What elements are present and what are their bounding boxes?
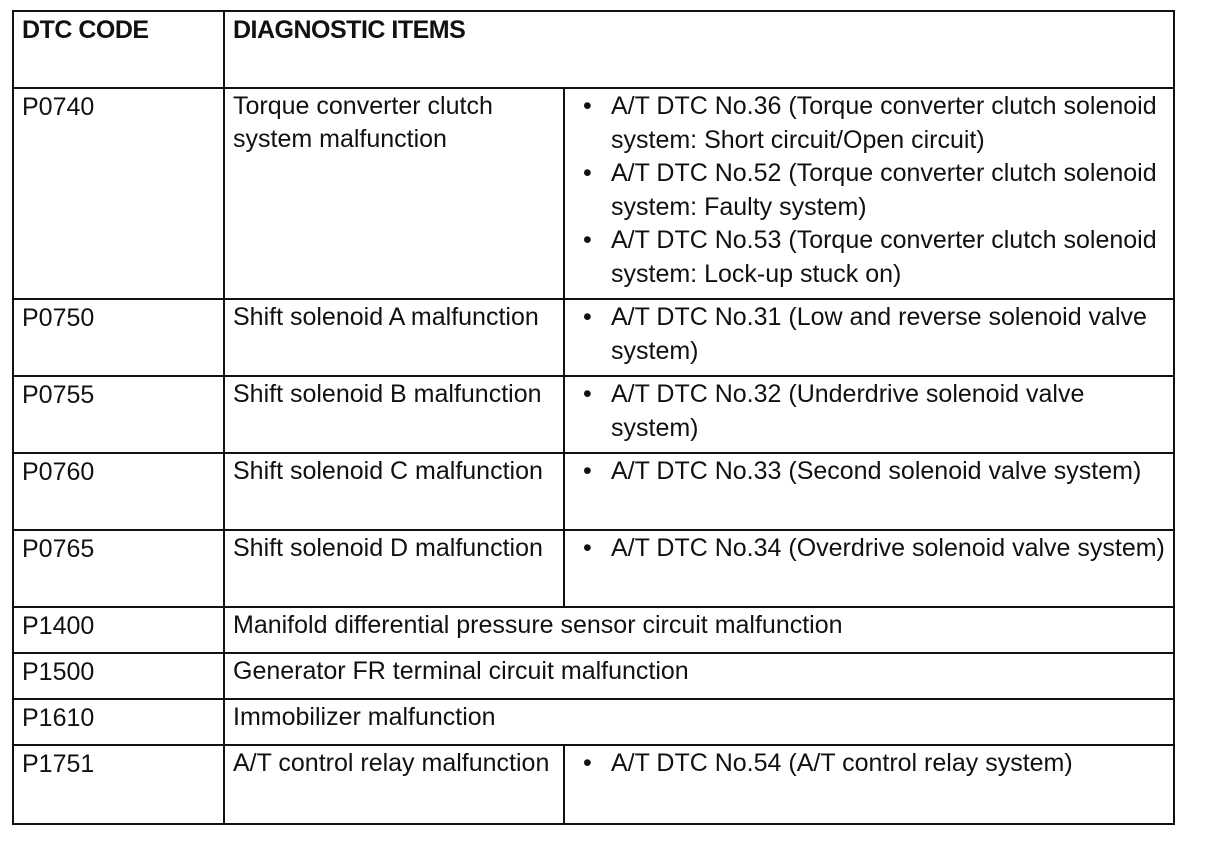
dtc-description: A/T control relay malfunction bbox=[224, 745, 564, 824]
detail-list bbox=[565, 300, 1173, 368]
dtc-code: P0740 bbox=[13, 88, 224, 299]
detail-cell bbox=[564, 453, 1174, 530]
detail-item: • A/T DTC No.34 (Overdrive solenoid valve system) bbox=[581, 532, 1173, 566]
detail-cell bbox=[564, 376, 1174, 453]
dtc-code: P1751 bbox=[13, 745, 224, 824]
detail-item: • A/T DTC No.52 (Torque converter clutch solenoid system: Faulty system) bbox=[581, 157, 1173, 224]
header-diagnostic-items: DIAGNOSTIC ITEMS bbox=[224, 11, 1174, 88]
header-row bbox=[13, 11, 1174, 88]
table-row bbox=[13, 88, 1174, 299]
table-row bbox=[13, 299, 1174, 376]
detail-cell bbox=[564, 745, 1174, 824]
dtc-code: P0750 bbox=[13, 299, 224, 376]
detail-item: • A/T DTC No.36 (Torque converter clutch solenoid system: Short circuit/Open circuit) bbox=[581, 90, 1173, 157]
dtc-description: Generator FR terminal circuit malfunction bbox=[224, 653, 1174, 699]
detail-cell bbox=[564, 299, 1174, 376]
dtc-description: Manifold differential pressure sensor circuit malfunction bbox=[224, 607, 1174, 653]
detail-list bbox=[565, 454, 1173, 489]
dtc-code: P1500 bbox=[13, 653, 224, 699]
table-row bbox=[13, 530, 1174, 607]
detail-item: • A/T DTC No.53 (Torque converter clutch solenoid system: Lock-up stuck on) bbox=[581, 224, 1173, 291]
dtc-description: Immobilizer malfunction bbox=[224, 699, 1174, 745]
table-row bbox=[13, 453, 1174, 530]
dtc-table bbox=[12, 10, 1175, 825]
detail-cell bbox=[564, 530, 1174, 607]
table-row bbox=[13, 745, 1174, 824]
table-row bbox=[13, 653, 1174, 699]
detail-list bbox=[565, 746, 1173, 781]
dtc-description: Shift solenoid D malfunction bbox=[224, 530, 564, 607]
table-row bbox=[13, 376, 1174, 453]
detail-list bbox=[565, 531, 1173, 566]
detail-cell bbox=[564, 88, 1174, 299]
header-dtc-code: DTC CODE bbox=[13, 11, 224, 88]
dtc-description: Shift solenoid C malfunction bbox=[224, 453, 564, 530]
detail-list bbox=[565, 377, 1173, 445]
dtc-description: Shift solenoid A malfunction bbox=[224, 299, 564, 376]
detail-item: • A/T DTC No.31 (Low and reverse solenoid valve system) bbox=[581, 301, 1173, 368]
dtc-code: P0765 bbox=[13, 530, 224, 607]
detail-item: • A/T DTC No.32 (Underdrive solenoid valve system) bbox=[581, 378, 1173, 445]
dtc-code: P1400 bbox=[13, 607, 224, 653]
detail-list bbox=[565, 89, 1173, 291]
dtc-description: Shift solenoid B malfunction bbox=[224, 376, 564, 453]
detail-item: • A/T DTC No.33 (Second solenoid valve system) bbox=[581, 455, 1173, 489]
table-row bbox=[13, 699, 1174, 745]
detail-item: • A/T DTC No.54 (A/T control relay system) bbox=[581, 747, 1173, 781]
dtc-code: P0755 bbox=[13, 376, 224, 453]
dtc-description: Torque converter clutch system malfunction bbox=[224, 88, 564, 299]
dtc-code: P1610 bbox=[13, 699, 224, 745]
dtc-code: P0760 bbox=[13, 453, 224, 530]
table-row bbox=[13, 607, 1174, 653]
